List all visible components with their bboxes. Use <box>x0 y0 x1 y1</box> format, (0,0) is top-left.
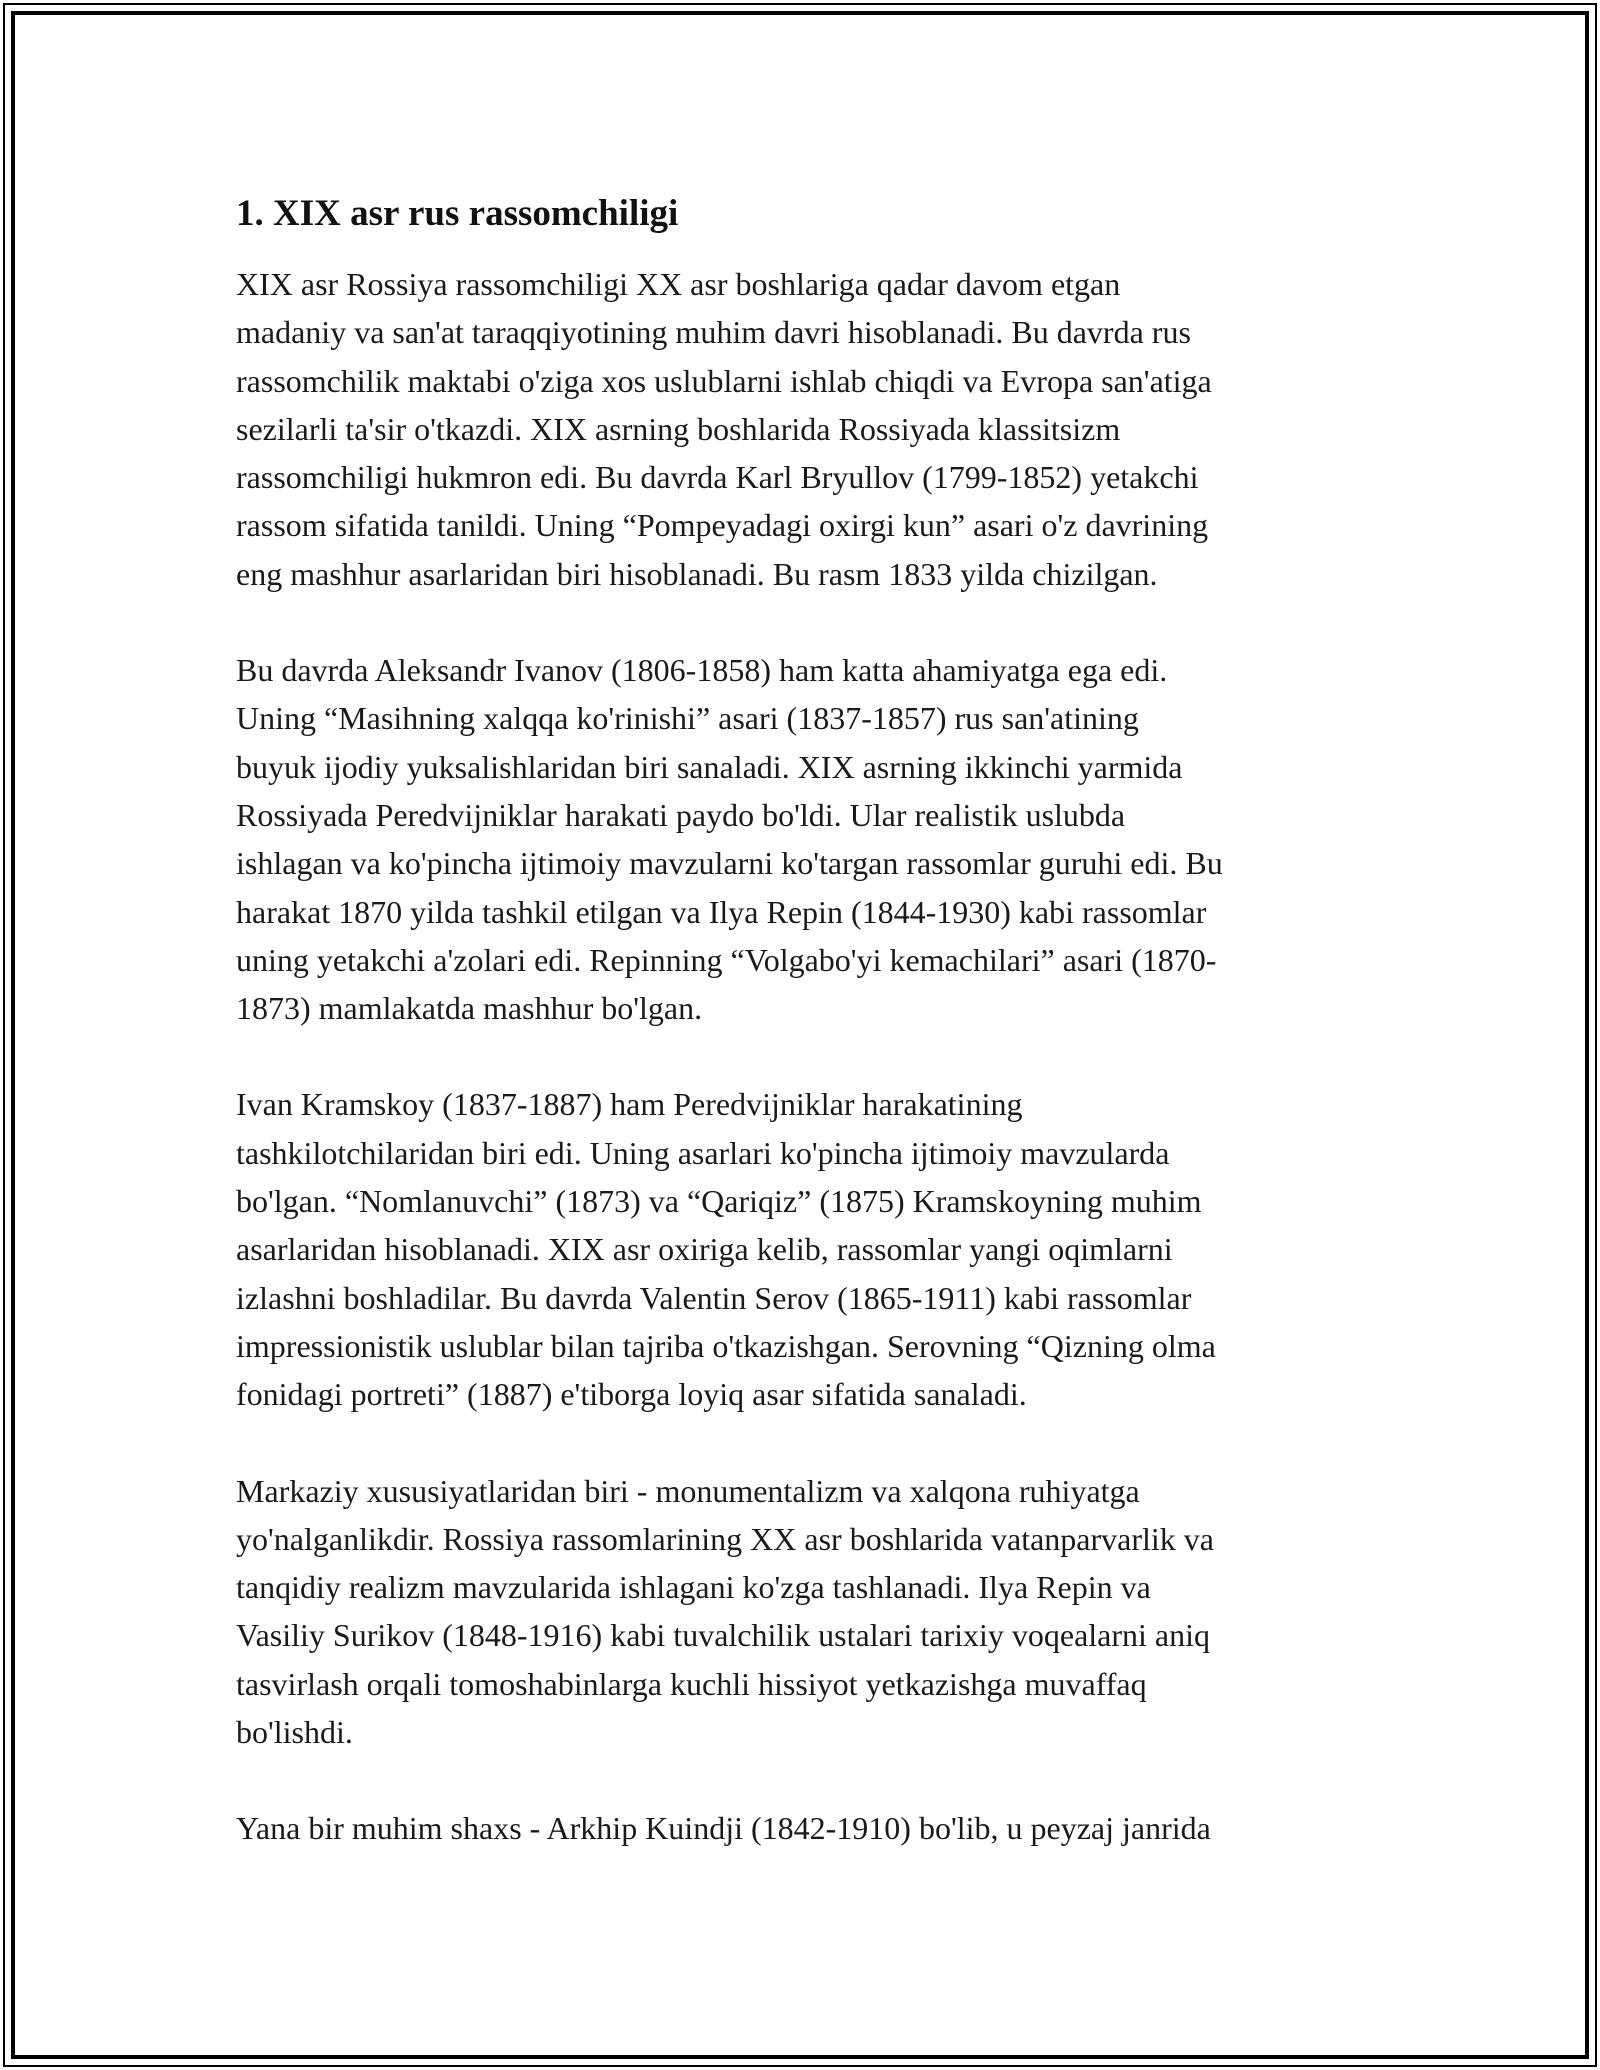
paragraph <box>236 260 1380 598</box>
paragraph-line: rassomchilik maktabi o'ziga xos uslublarni ishlab chiqdi va Evropa san'atiga <box>236 362 1212 399</box>
paragraph <box>236 646 1380 1032</box>
paragraph <box>236 1804 1380 1852</box>
paragraph-line: izlashni boshladilar. Bu davrda Valentin Serov (1865-1911) kabi rassomlar <box>236 1279 1192 1316</box>
paragraph-line: uning yetakchi a'zolari edi. Repinning “Volgabo'yi kemachilari” asari (1870- <box>236 941 1217 978</box>
paragraph-line: impressionistik uslublar bilan tajriba o'tkazishgan. Serovning “Qizning olma <box>236 1327 1216 1364</box>
paragraph-line: eng mashhur asarlaridan biri hisoblanadi. Bu rasm 1833 yilda chizilgan. <box>236 555 1158 592</box>
paragraph-line: sezilarli ta'sir o'tkazdi. XIX asrning boshlarida Rossiyada klassitsizm <box>236 410 1121 447</box>
paragraph-line: Bu davrda Aleksandr Ivanov (1806-1858) ham katta ahamiyatga ega edi. <box>236 652 1168 689</box>
paragraph-line: yo'nalganlikdir. Rossiya rassomlarining XX asr boshlarida vatanparvarlik va <box>236 1520 1214 1557</box>
paragraph-line: asarlaridan hisoblanadi. XIX asr oxiriga kelib, rassomlar yangi oqimlarni <box>236 1231 1173 1268</box>
paragraph-line: tanqidiy realizm mavzularida ishlagani ko'zga tashlanadi. Ilya Repin va <box>236 1569 1151 1606</box>
paragraph-list <box>236 260 1380 1853</box>
paragraph-line: buyuk ijodiy yuksalishlaridan biri sanaladi. XIX asrning ikkinchi yarmida <box>236 748 1183 785</box>
paragraph-line: Yana bir muhim shaxs - Arkhip Kuindji (1842-1910) bo'lib, u peyzaj janrida <box>236 1810 1211 1847</box>
paragraph-line: fonidagi portreti” (1887) e'tiborga loyiq asar sifatida sanaladi. <box>236 1376 1027 1413</box>
paragraph-line: 1873) mamlakatda mashhur bo'lgan. <box>236 990 703 1027</box>
paragraph-line: rassom sifatida tanildi. Uning “Pompeyadagi oxirgi kun” asari o'z davrining <box>236 507 1209 544</box>
paragraph-line: XIX asr Rossiya rassomchiligi XX asr boshlariga qadar davom etgan <box>236 266 1121 302</box>
paragraph-line: Rossiyada Peredvijniklar harakati paydo bo'ldi. Ular realistik uslubda <box>236 796 1126 833</box>
paragraph-line: bo'lgan. “Nomlanuvchi” (1873) va “Qariqiz” (1875) Kramskoyning muhim <box>236 1183 1202 1220</box>
paragraph-line: tasvirlash orqali tomoshabinlarga kuchli hissiyot yetkazishga muvaffaq <box>236 1665 1147 1702</box>
paragraph-line: tashkilotchilaridan biri edi. Uning asarlari ko'pincha ijtimoiy mavzularda <box>236 1134 1170 1171</box>
paragraph-line: Markaziy xususiyatlaridan biri - monumentalizm va xalqona ruhiyatga <box>236 1472 1140 1509</box>
paragraph-line: Ivan Kramskoy (1837-1887) ham Peredvijniklar harakatining <box>236 1086 1023 1123</box>
paragraph-line: Vasiliy Surikov (1848-1916) kabi tuvalchilik ustalari tarixiy voqealarni aniq <box>236 1617 1211 1654</box>
paragraph <box>236 1080 1380 1418</box>
paragraph <box>236 1467 1380 1757</box>
section-heading: 1. XIX asr rus rassomchiligi <box>236 193 679 234</box>
paragraph-line: madaniy va san'at taraqqiyotining muhim davri hisoblanadi. Bu davrda rus <box>236 314 1191 351</box>
paragraph-line: rassomchiligi hukmron edi. Bu davrda Karl Bryullov (1799-1852) yetakchi <box>236 459 1199 496</box>
paragraph-line: ishlagan va ko'pincha ijtimoiy mavzularni ko'targan rassomlar guruhi edi. Bu <box>236 845 1223 882</box>
paragraph-line: harakat 1870 yilda tashkil etilgan va Ilya Repin (1844-1930) kabi rassomlar <box>236 893 1207 930</box>
paragraph-line: Uning “Masihning xalqqa ko'rinishi” asari (1837-1857) rus san'atining <box>236 700 1139 737</box>
paragraph-line: bo'lishdi. <box>236 1714 353 1751</box>
document-body <box>236 190 1380 1901</box>
